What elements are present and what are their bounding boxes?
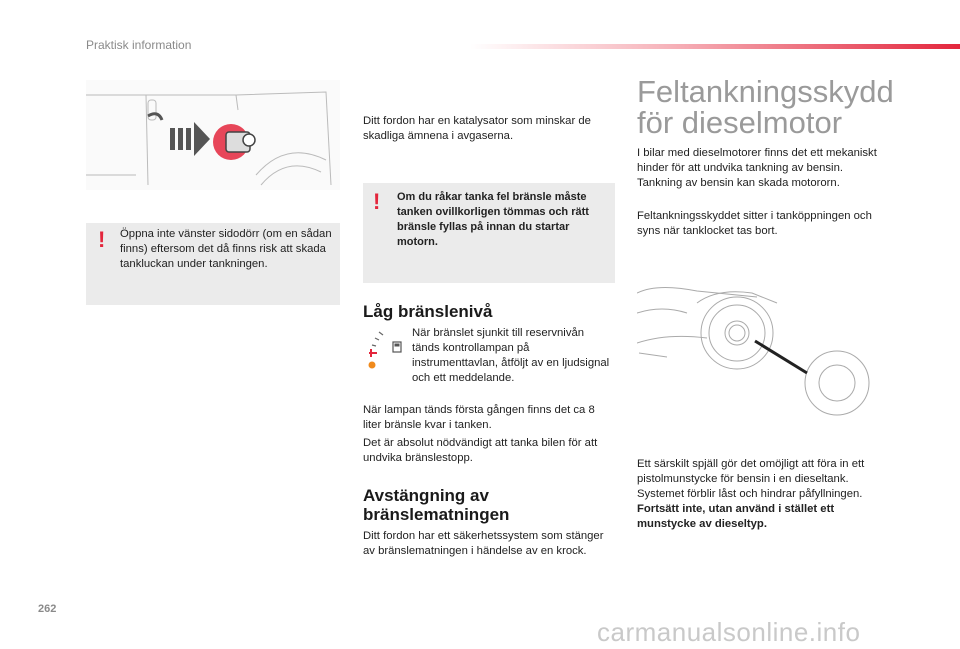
fuel-cutoff-text: Ditt fordon har ett säkerhetssystem som stänger av bränslematningen i händelse av en krock. <box>363 530 604 557</box>
wrong-fuel-warning-text: Om du råkar tanka fel bränsle måste tanken ovillkorligen tömmas och rätt bränsle fyllas på innan du startar motorn. <box>397 191 589 248</box>
fuel-cutoff-heading-line1: Avstängning av <box>363 486 489 505</box>
van-side-drawing <box>86 80 340 190</box>
fuel-cutoff-heading-line2: bränslematningen <box>363 505 510 524</box>
section-title: Praktisk information <box>86 38 192 52</box>
catalyst-text: Ditt fordon har en katalysator som minskar de skadliga ämnena i avgaserna. <box>363 115 591 142</box>
title-line1: Feltankningsskydd <box>637 74 894 109</box>
exclamation-warning-icon: ! <box>373 189 381 214</box>
fuel-gauge-icon <box>365 326 405 370</box>
low-fuel-heading: Låg bränslenivå <box>363 302 493 321</box>
filler-neck-illustration <box>637 283 887 443</box>
page-number: 262 <box>38 603 57 615</box>
barrier-location-text: Feltankningsskyddet sitter i tanköppningen och syns när tanklocket tas bort. <box>637 210 872 237</box>
low-fuel-indicator-text: När bränslet sjunkit till reservnivån tänds kontrollampan på instrumenttavlan, åtföljt av en ljudsignal och ett meddelande. <box>412 327 610 384</box>
diesel-barrier-text: I bilar med dieselmotorer finns det ett mekaniskt hinder för att undvika tankning av bensin. Tankning av bensin kan skada motororn. <box>637 147 877 189</box>
refuel-advice-text: Det är absolut nödvändigt att tanka bilen för att undvika bränslestopp. <box>363 437 598 464</box>
exclamation-warning-icon: ! <box>98 227 106 252</box>
diesel-flap-text: Ett särskilt spjäll gör det omöjligt att föra in ett pistolmunstycke för bensin i en dieseltank. Systemet förblir låst och hindrar påfyllningen. <box>637 458 865 500</box>
fuel-flap-illustration <box>86 80 340 190</box>
diesel-nozzle-advice: Fortsätt inte, utan använd i stället ett munstycke av dieseltyp. <box>637 503 835 530</box>
reserve-liters-text: När lampan tänds första gången finns det ca 8 liter bränsle kvar i tanken. <box>363 404 595 431</box>
wrong-fuel-warning-box <box>363 183 615 283</box>
watermark: carmanualsonline.info <box>597 617 861 647</box>
misfuel-protection-title <box>637 76 894 138</box>
door-warning-box <box>86 223 340 305</box>
door-warning-text: Öppna inte vänster sidodörr (om en sådan finns) eftersom det då finns risk att skada tankluckan under tankningen. <box>120 228 332 270</box>
header-accent-bar <box>470 44 960 49</box>
title-line2: för dieselmotor <box>637 105 843 140</box>
filler-neck-drawing <box>637 283 887 443</box>
fuel-cutoff-heading <box>363 486 509 524</box>
